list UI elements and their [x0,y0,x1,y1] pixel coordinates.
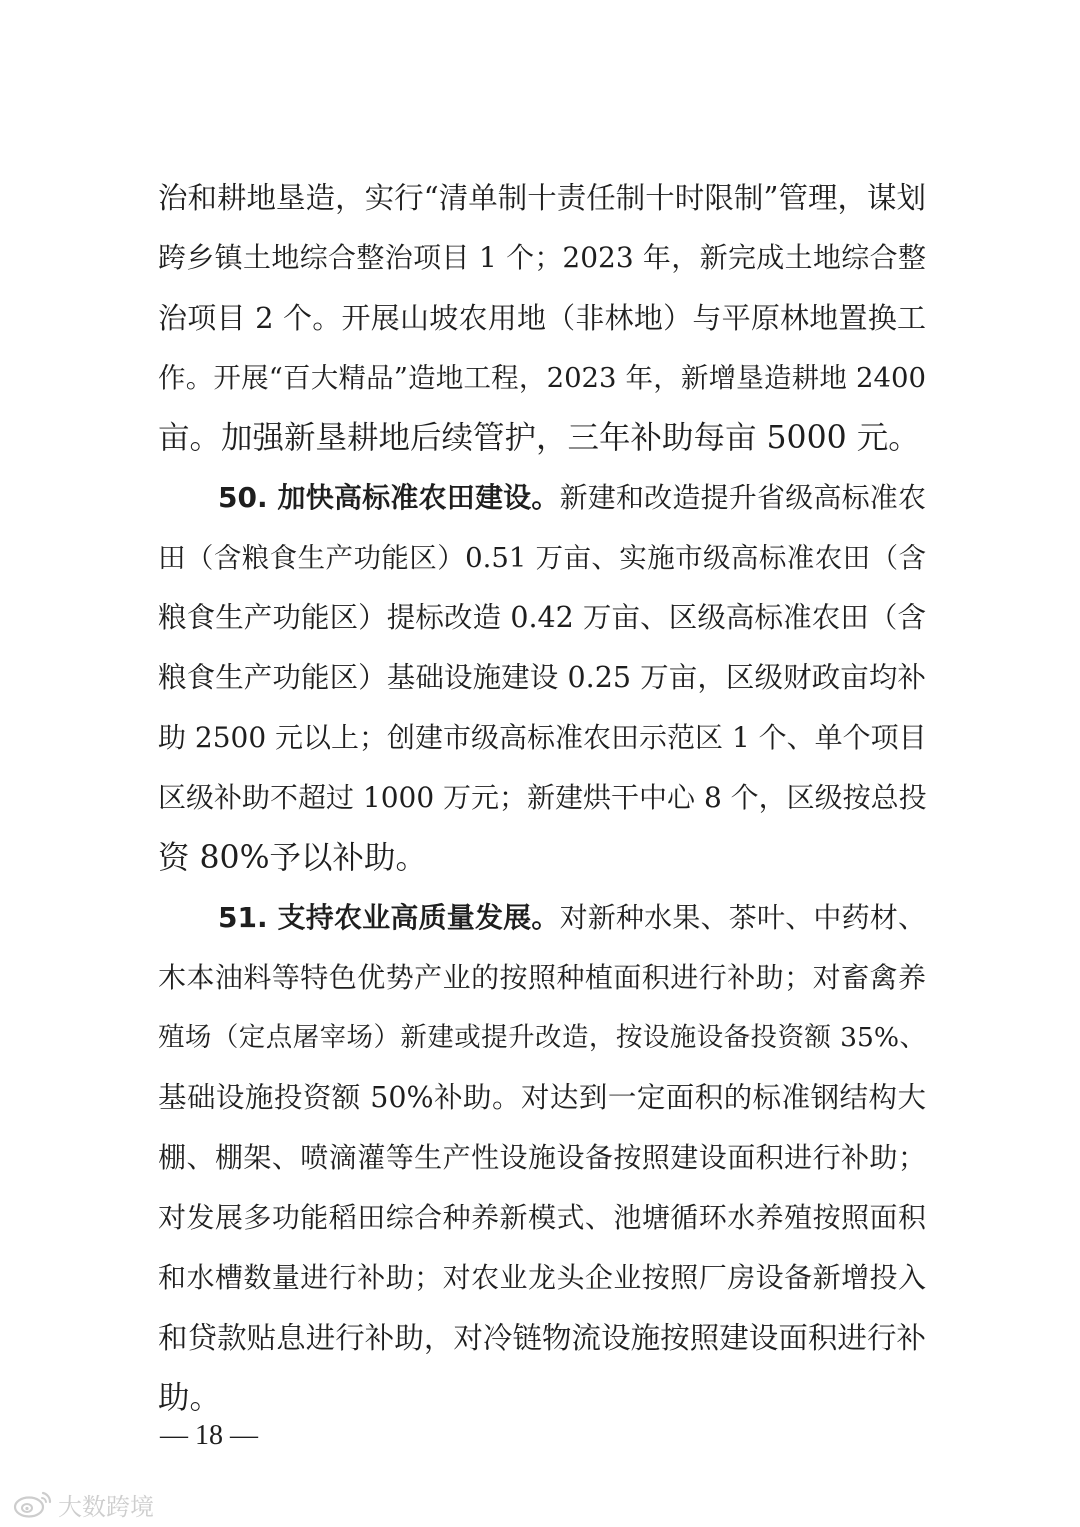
text-line: 和水槽数量进行补助；对农业龙头企业按照厂房设备新增投入 [158,1261,926,1294]
text-line: 助 2500 元以上；创建市级高标准农田示范区 1 个、单个项目 [158,721,927,754]
text-line: 粮食生产功能区）提标改造 0.42 万亩、区级高标准农田（含 [158,601,926,634]
text-line: 亩。加强新垦耕地后续管护，三年补助每亩 5000 元。 [158,420,920,456]
text-line: 资 80%予以补助。 [158,840,428,876]
watermark [12,1488,154,1520]
text-line: 和贷款贴息进行补助，对冷链物流设施按照建设面积进行补 [158,1321,926,1355]
text-line: 跨乡镇土地综合整治项目 1 个；2023 年，新完成土地综合整 [158,241,926,274]
text-line: 作。开展“百大精品”造地工程，2023 年，新增垦造耕地 2400 [158,362,926,394]
section-51-heading: 51. 支持农业高质量发展。 [218,901,560,934]
text-line: 殖场（定点屠宰场）新建或提升改造，按设施设备投资额 35%、 [158,1022,926,1053]
text-line: 区级补助不超过 1000 万元；新建烘干中心 8 个，区级按总投 [158,781,927,814]
page-number: — 18 — [160,1420,258,1451]
section-50-first-line [218,478,926,518]
text-line: 对发展多功能稻田综合种养新模式、池塘循环水养殖按照面积 [158,1201,926,1234]
section-51-first-line [218,898,926,938]
text-line: 粮食生产功能区）基础设施建设 0.25 万亩，区级财政亩均补 [158,661,926,694]
text-line: 木本油料等特色优势产业的按照种植面积进行补助；对畜禽养 [158,961,926,994]
text-span: 新建和改造提升省级高标准农 [559,481,926,514]
text-span: 对新种水果、茶叶、中药材、 [559,901,926,934]
weibo-logo-icon [12,1489,54,1519]
text-line: 棚、棚架、喷滴灌等生产性设施设备按照建设面积进行补助； [158,1141,926,1174]
watermark-text: 大数跨境 [58,1492,154,1521]
text-line: 治和耕地垦造，实行“清单制十责任制十时限制”管理，谋划 [158,181,926,215]
text-line: 田（含粮食生产功能区）0.51 万亩、实施市级高标准农田（含 [158,542,926,574]
text-line: 助。 [158,1380,222,1416]
text-line: 基础设施投资额 50%补助。对达到一定面积的标准钢结构大 [158,1081,926,1114]
text-line: 治项目 2 个。开展山坡农用地（非林地）与平原林地置换工 [158,301,926,335]
section-50-heading: 50. 加快高标准农田建设。 [218,481,560,514]
